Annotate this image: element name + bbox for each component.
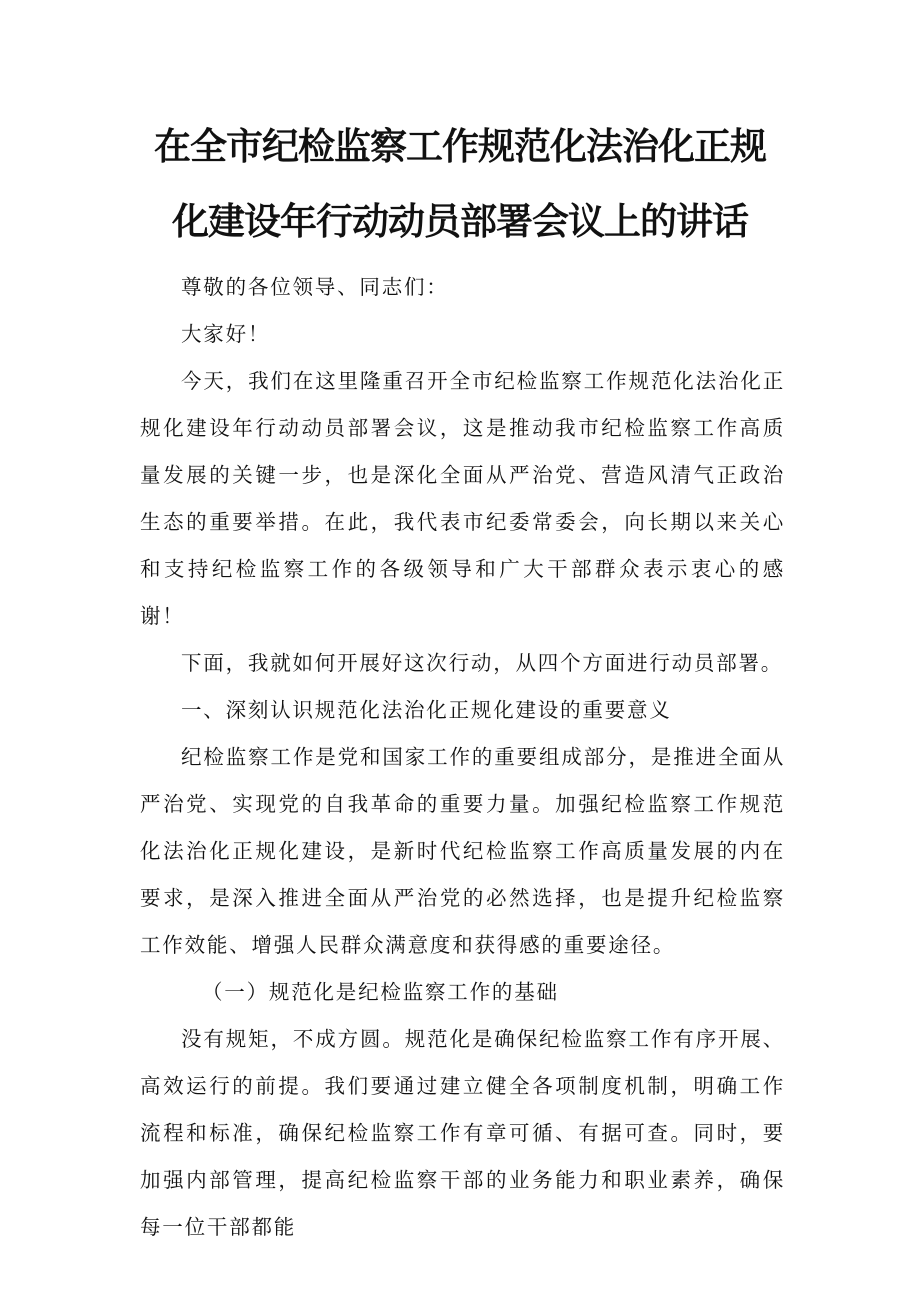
paragraph-opening: 今天，我们在这里隆重召开全市纪检监察工作规范化法治化正规化建设年行动动员部署会议，这是推动我市纪检监察工作高质量发展的关键一步，也是深化全面从严治党、营造风清气正政治生态的重要举措。在此，我代表市纪委常委会，向长期以来关心和支持纪检监察工作的各级领导和广大干部群众表示衷心的感谢！	[140, 369, 785, 628]
paragraph-significance: 纪检监察工作是党和国家工作的重要组成部分，是推进全面从严治党、实现党的自我革命的重要力量。加强纪检监察工作规范化法治化正规化建设，是新时代纪检监察工作高质量发展的内在要求，是深入推进全面从严治党的必然选择，也是提升纪检监察工作效能、增强人民群众满意度和获得感的重要途径。	[140, 745, 785, 957]
section-heading: 一、深刻认识规范化法治化正规化建设的重要意义	[181, 698, 672, 722]
paragraph-outline: 下面，我就如何开展好这次行动，从四个方面进行动员部署。	[181, 651, 784, 675]
document-title	[0, 125, 920, 243]
greeting: 大家好！	[181, 322, 271, 346]
subsection-heading: （一）规范化是纪检监察工作的基础	[202, 980, 559, 1004]
salutation: 尊敬的各位领导、同志们：	[181, 275, 449, 299]
title-line-2: 化建设年行动动员部署会议上的讲话	[172, 200, 748, 243]
title-line-1: 在全市纪检监察工作规范化法治化正规	[154, 125, 766, 168]
document-body	[140, 264, 785, 1251]
paragraph-standardization: 没有规矩，不成方圆。规范化是确保纪检监察工作有序开展、高效运行的前提。我们要通过建立健全各项制度机制，明确工作流程和标准，确保纪检监察工作有章可循、有据可查。同时，要加强内部管理，提高纪检监察干部的业务能力和职业素养，确保每一位干部都能	[140, 1027, 785, 1239]
